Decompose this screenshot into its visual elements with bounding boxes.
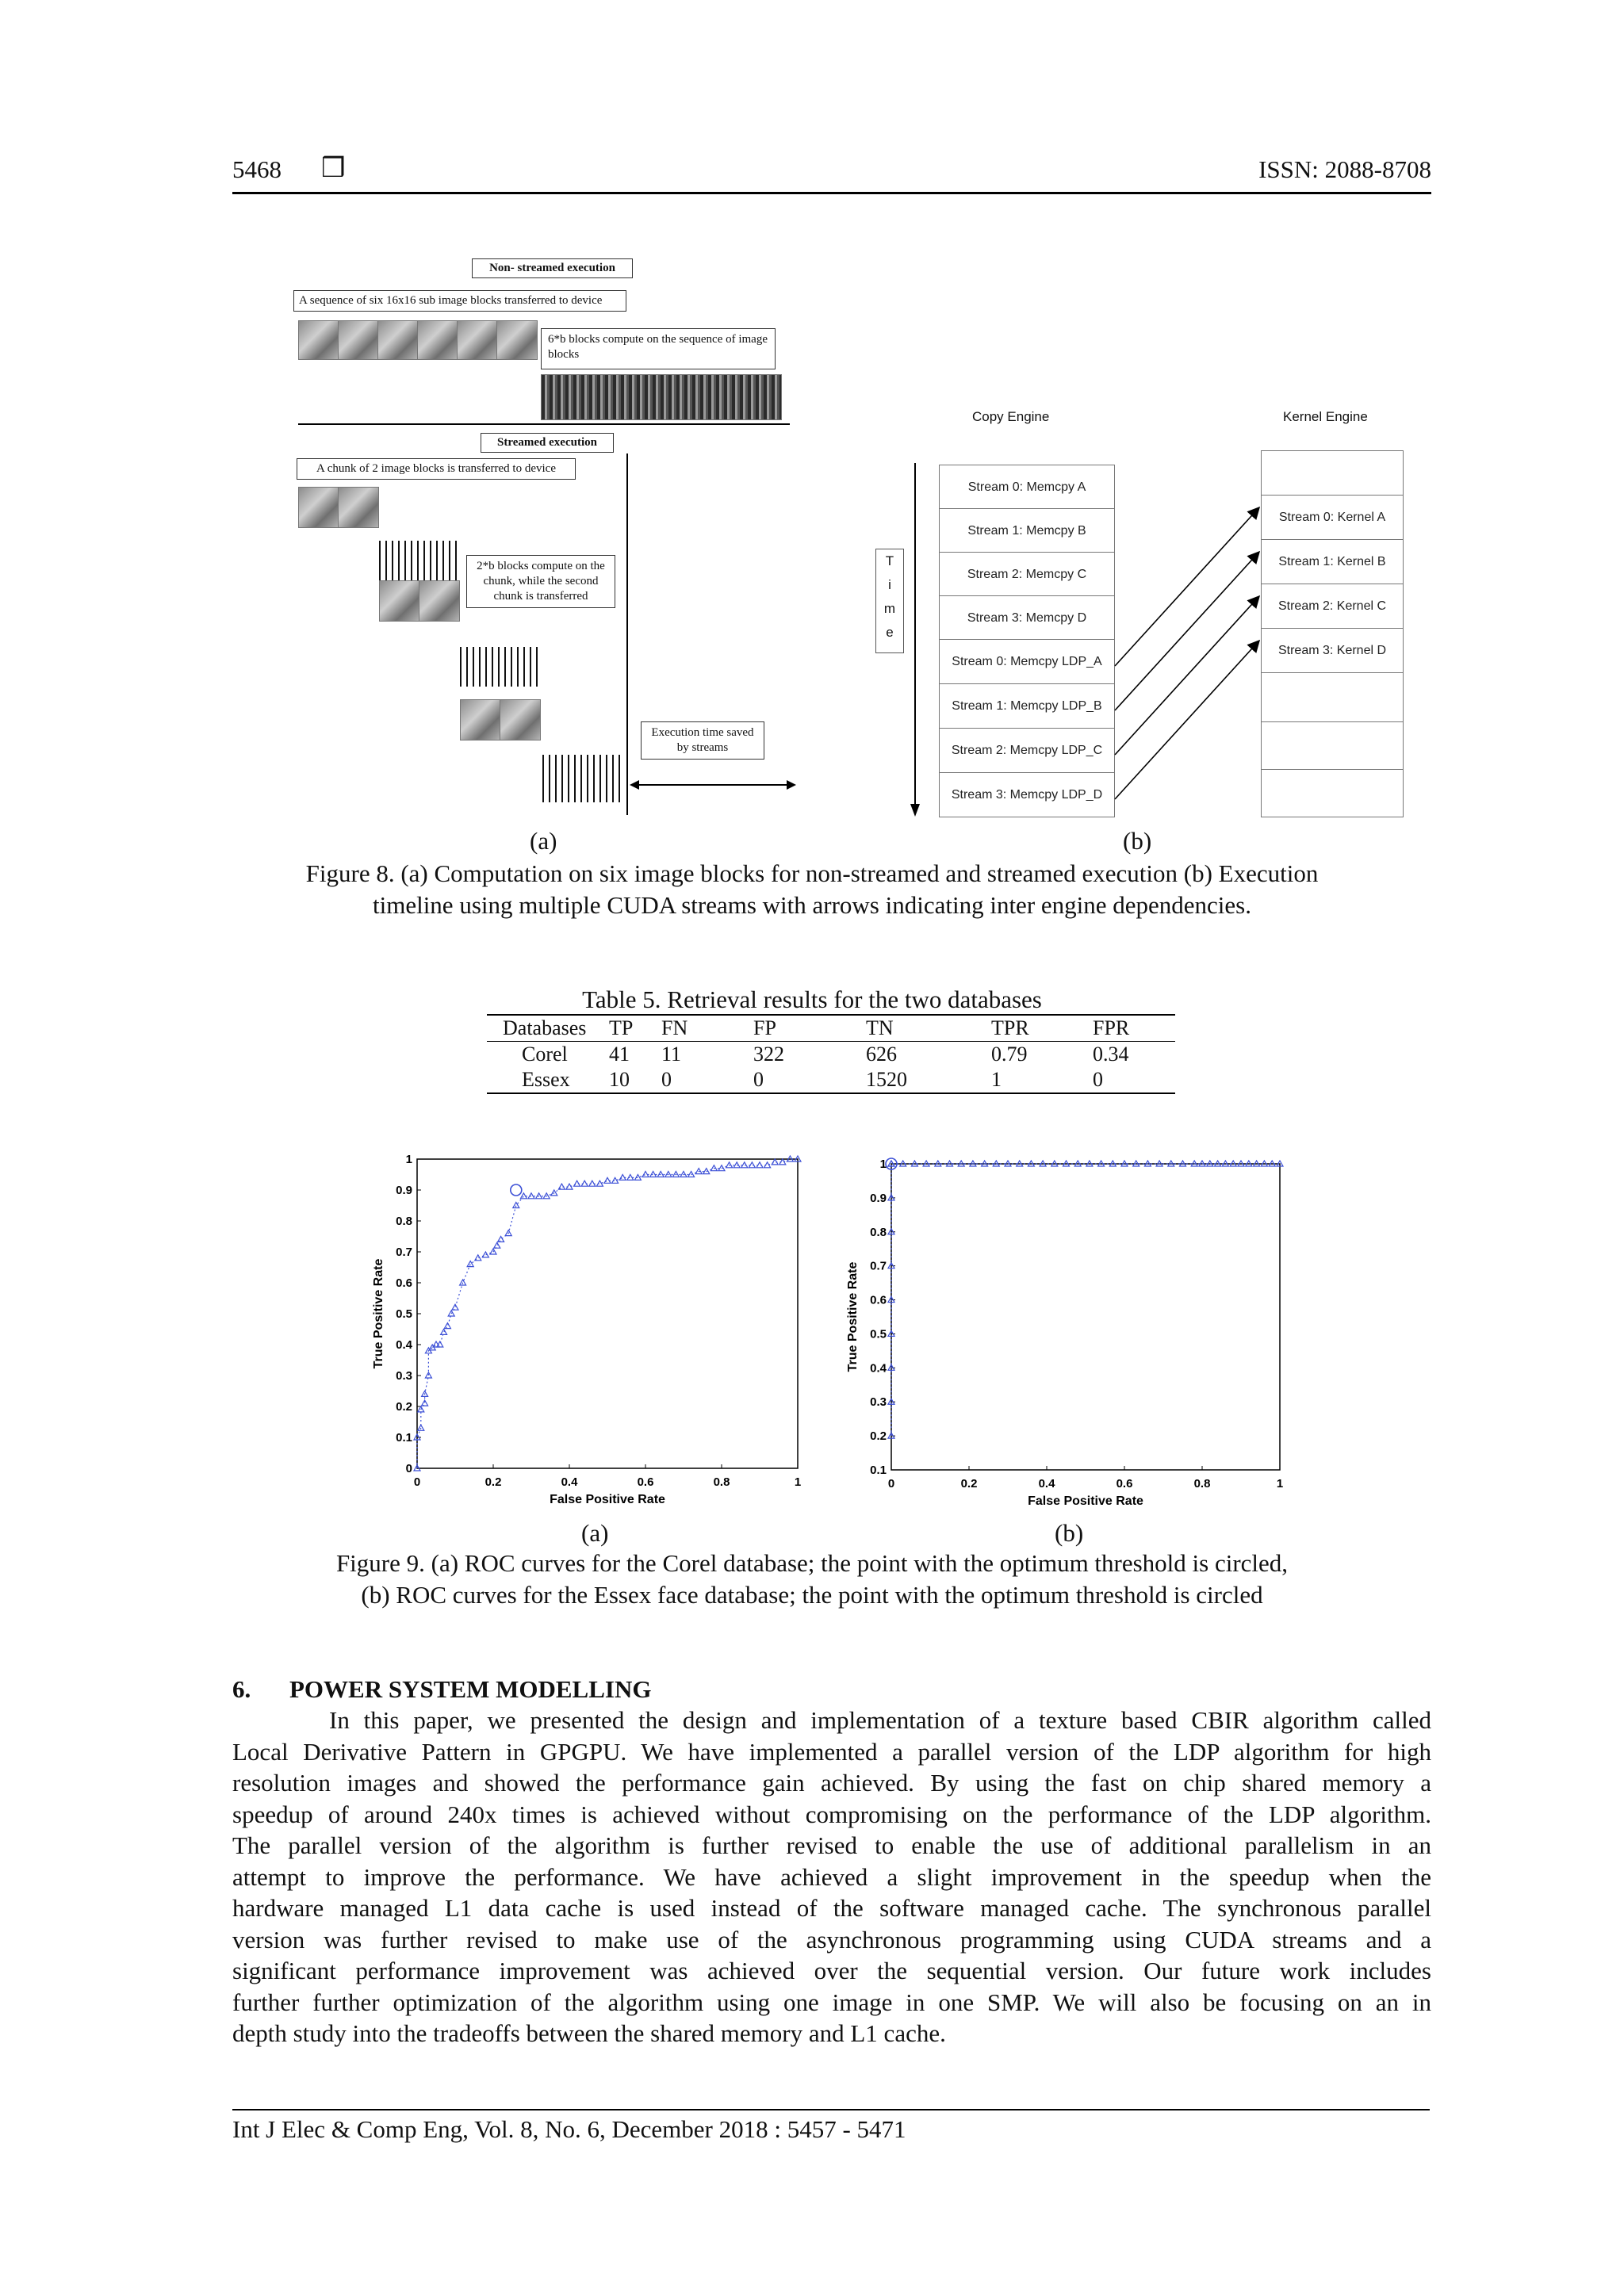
table-header: TPR xyxy=(991,1016,1029,1039)
time-line xyxy=(626,453,628,815)
body-line: resolution images and showed the performance gain achieved. By using the fast on chip shared memory a xyxy=(232,1769,1431,1797)
table-header: FP xyxy=(753,1016,776,1039)
chunk-compute-label: 2*b blocks compute on the chunk, while the second chunk is transferred xyxy=(466,555,615,608)
body-line: significant performance improvement was achieved over the sequential version. Our future work includes xyxy=(232,1957,1431,1984)
y-tick-label: 0.1 xyxy=(870,1464,887,1477)
table-header: FPR xyxy=(1093,1016,1130,1039)
section-body xyxy=(232,1705,1431,2049)
x-tick-label: 0.6 xyxy=(637,1475,654,1489)
table5-caption: Table 5. Retrieval results for the two databases xyxy=(582,985,1042,1013)
table-cell: Essex xyxy=(522,1068,570,1091)
copy-engine-title: Copy Engine xyxy=(972,409,1050,424)
figure8-sub-b: (b) xyxy=(1123,827,1152,855)
y-tick-label: 0.2 xyxy=(870,1429,887,1444)
y-axis-label: True Positive Rate xyxy=(846,1261,860,1372)
y-tick-label: 0.7 xyxy=(396,1246,412,1259)
y-tick-label: 1 xyxy=(879,1158,887,1171)
x-axis-label: False Positive Rate xyxy=(550,1493,665,1506)
y-tick-label: 0.2 xyxy=(396,1400,412,1414)
body-line: attempt to improve the performance. We have achieved a slight improvement in the speedup when the xyxy=(232,1862,1431,1891)
y-tick-label: 0.3 xyxy=(870,1395,887,1410)
image-block xyxy=(338,320,379,360)
copy-cell: Stream 0: Memcpy LDP_A xyxy=(940,639,1114,684)
x-tick-label: 0.2 xyxy=(485,1475,502,1489)
chunk-label: A chunk of 2 image blocks is transferred to device xyxy=(297,458,576,480)
kernel-cell: Stream 2: Kernel C xyxy=(1262,584,1403,629)
plot-frame xyxy=(417,1159,798,1468)
copy-cell: Stream 1: Memcpy LDP_B xyxy=(940,683,1114,729)
copy-cell: Stream 3: Memcpy D xyxy=(940,595,1114,640)
table-cell: 626 xyxy=(866,1043,897,1066)
body-line: speedup of around 240x times is achieved without compromising on the performance of the LDP algorithm. xyxy=(232,1800,1431,1828)
image-block xyxy=(379,580,420,622)
image-block xyxy=(377,320,419,360)
y-axis-label: True Positive Rate xyxy=(372,1258,385,1369)
copy-cell: Stream 0: Memcpy A xyxy=(940,465,1114,509)
figure9-sub-b: (b) xyxy=(1055,1519,1084,1547)
table-cell: 0.79 xyxy=(991,1043,1028,1066)
section-number: 6. xyxy=(232,1675,251,1703)
body-line: further further optimization of the algorithm using one image in one SMP. We will also be focusing on an in xyxy=(232,1988,1431,2016)
x-tick-label: 0.4 xyxy=(561,1475,578,1489)
issn: ISSN: 2088-8708 xyxy=(1258,155,1431,183)
x-tick-label: 0.8 xyxy=(713,1475,730,1489)
table-row xyxy=(487,1067,1175,1093)
table-cell: 322 xyxy=(753,1043,784,1066)
table-cell: 0 xyxy=(1093,1068,1103,1091)
table-header-row xyxy=(487,1015,1175,1042)
kernel-cell: Stream 0: Kernel A xyxy=(1262,495,1403,540)
figure8-sub-a: (a) xyxy=(530,827,557,855)
image-block xyxy=(496,320,538,360)
y-tick-label: 0.3 xyxy=(396,1369,412,1383)
saved-arrow xyxy=(630,777,796,793)
time-letter: i xyxy=(888,577,891,592)
copy-cell: Stream 3: Memcpy LDP_D xyxy=(940,772,1114,817)
y-tick-label: 0.4 xyxy=(396,1338,412,1352)
y-tick-label: 0.8 xyxy=(396,1215,412,1228)
y-tick-label: 0.6 xyxy=(870,1293,887,1307)
image-block xyxy=(298,487,339,528)
body-line: version was further revised to make use of the asynchronous programming using CUDA streams and a xyxy=(232,1925,1431,1954)
y-tick-label: 0.9 xyxy=(396,1184,412,1197)
table-header: Databases xyxy=(503,1016,587,1039)
roc-chart-essex xyxy=(841,1142,1308,1514)
table-cell: 0.34 xyxy=(1093,1043,1129,1066)
y-tick-label: 0.6 xyxy=(396,1276,412,1290)
image-block xyxy=(460,699,501,740)
x-axis-label: False Positive Rate xyxy=(1028,1494,1143,1508)
header-rule xyxy=(232,192,1431,194)
non-streamed-label: Non- streamed execution xyxy=(472,258,633,278)
time-letter: m xyxy=(883,601,896,616)
time-letter: e xyxy=(886,625,894,640)
table-cell: 1520 xyxy=(866,1068,907,1091)
image-block xyxy=(419,580,460,622)
x-tick-label: 0.6 xyxy=(1116,1477,1133,1490)
streamed-label: Streamed execution xyxy=(481,433,614,453)
compute-label: 6*b blocks compute on the sequence of image blocks xyxy=(541,328,776,369)
body-line: hardware managed L1 data cache is used instead of the software managed cache. The synchronous parallel xyxy=(232,1894,1431,1922)
table-cell: Corel xyxy=(522,1043,568,1066)
roc-chart-corel xyxy=(365,1142,817,1506)
copy-cell: Stream 1: Memcpy B xyxy=(940,508,1114,553)
plot-frame xyxy=(891,1164,1280,1470)
table-row xyxy=(487,1042,1175,1068)
compute-arrows xyxy=(379,541,462,580)
x-tick-label: 0 xyxy=(413,1475,421,1489)
y-tick-label: 0.7 xyxy=(870,1259,887,1273)
kernel-engine-title: Kernel Engine xyxy=(1283,409,1368,424)
table-cell: 0 xyxy=(661,1068,672,1091)
table-cell: 41 xyxy=(609,1043,630,1066)
copy-cell: Stream 2: Memcpy LDP_C xyxy=(940,728,1114,773)
y-tick-label: 0.5 xyxy=(396,1307,412,1321)
footer-rule xyxy=(232,2109,1430,2110)
compute-blocks xyxy=(541,374,782,420)
table-cell: 10 xyxy=(609,1068,630,1091)
body-line: The parallel version of the algorithm is further revised to enable the use of additional parallelism in an xyxy=(232,1831,1431,1859)
table5 xyxy=(487,1014,1175,1094)
page-number: 5468 xyxy=(232,155,282,183)
saved-label: Execution time saved by streams xyxy=(641,721,764,760)
figure8a xyxy=(293,254,801,825)
y-tick-label: 0.1 xyxy=(396,1431,412,1445)
x-tick-label: 1 xyxy=(1276,1477,1284,1490)
time-letter: T xyxy=(885,553,894,568)
compute-arrows xyxy=(542,755,622,802)
y-tick-label: 0.8 xyxy=(870,1225,887,1239)
table-cell: 11 xyxy=(661,1043,682,1066)
compute-arrows xyxy=(460,647,542,687)
table-header: FN xyxy=(661,1016,688,1039)
figure8-caption-2: timeline using multiple CUDA streams with arrows indicating inter engine dependencies. xyxy=(372,891,1251,919)
x-tick-label: 0 xyxy=(887,1477,895,1490)
footer-text: Int J Elec & Comp Eng, Vol. 8, No. 6, December 2018 : 5457 - 5471 xyxy=(232,2115,906,2143)
image-block xyxy=(457,320,498,360)
separator xyxy=(298,423,790,425)
image-block xyxy=(500,699,541,740)
y-tick-label: 0.9 xyxy=(870,1191,887,1205)
y-tick-label: 1 xyxy=(405,1153,412,1166)
y-tick-label: 0.4 xyxy=(870,1361,887,1376)
copy-cell: Stream 2: Memcpy C xyxy=(940,552,1114,596)
box-symbol-icon: ❒ xyxy=(321,154,346,183)
figure8b xyxy=(872,404,1427,825)
dependency-arrows xyxy=(872,404,1427,825)
image-block xyxy=(298,320,339,360)
kernel-cell: Stream 1: Kernel B xyxy=(1262,539,1403,584)
x-tick-label: 0.8 xyxy=(1193,1477,1211,1490)
body-line: depth study into the tradeoffs between the shared memory and L1 cache. xyxy=(232,2019,946,2047)
table-cell: 1 xyxy=(991,1068,1002,1091)
y-tick-label: 0.5 xyxy=(870,1327,887,1341)
figure9-caption-2: (b) ROC curves for the Essex face database; the point with the optimum threshold is circled xyxy=(361,1581,1263,1609)
x-tick-label: 0.2 xyxy=(960,1477,978,1490)
section-title: POWER SYSTEM MODELLING xyxy=(289,1675,652,1703)
image-block xyxy=(417,320,458,360)
figure8-caption-1: Figure 8. (a) Computation on six image blocks for non-streamed and streamed execution (b) Execution xyxy=(305,859,1319,887)
body-line: Local Derivative Pattern in GPGPU. We have implemented a parallel version of the LDP algorithm for high xyxy=(232,1737,1431,1766)
x-tick-label: 1 xyxy=(794,1475,802,1489)
table-header: TN xyxy=(866,1016,894,1039)
sequence-label: A sequence of six 16x16 sub image blocks transferred to device xyxy=(293,290,626,312)
figure9-caption-1: Figure 9. (a) ROC curves for the Corel database; the point with the optimum threshold is circled, xyxy=(335,1549,1289,1577)
y-tick-label: 0 xyxy=(405,1462,412,1475)
body-line: In this paper, we presented the design and implementation of a texture based CBIR algorithm called xyxy=(329,1706,1431,1734)
x-tick-label: 0.4 xyxy=(1038,1477,1055,1490)
kernel-cell: Stream 3: Kernel D xyxy=(1262,628,1403,673)
image-block xyxy=(338,487,379,528)
table-header: TP xyxy=(609,1016,634,1039)
table-cell: 0 xyxy=(753,1068,764,1091)
figure9-sub-a: (a) xyxy=(581,1519,609,1547)
